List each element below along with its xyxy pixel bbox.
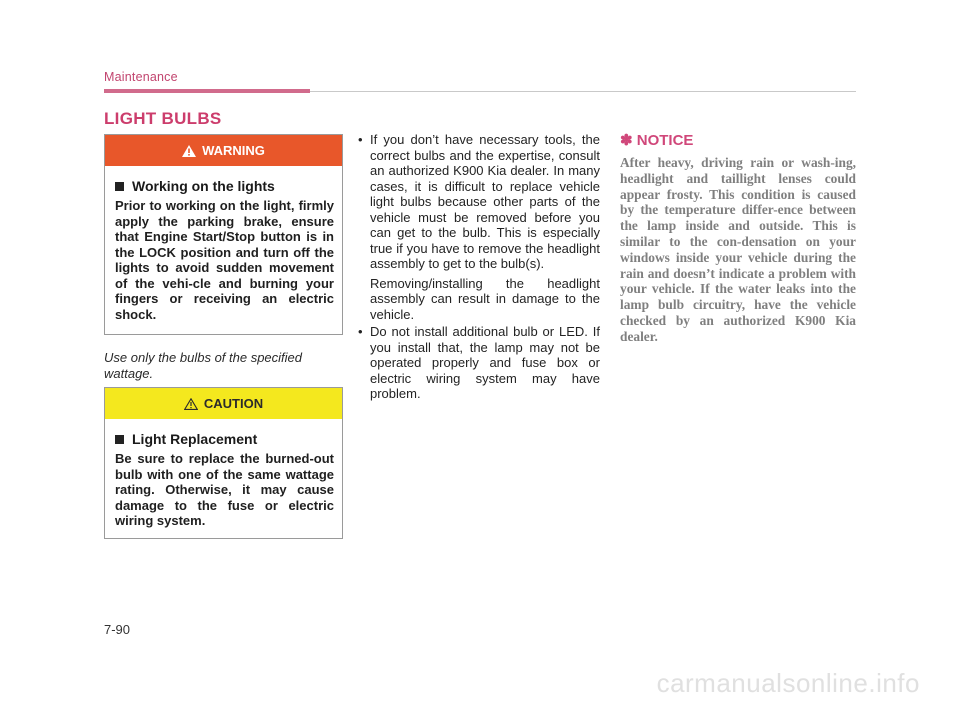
section-label: Maintenance — [104, 70, 178, 84]
caution-label: CAUTION — [203, 396, 264, 411]
notice-section — [620, 131, 856, 345]
caution-heading — [115, 431, 342, 447]
bullet-additional-bulb: • Do not install additional bulb or LED. If you install that, the lamp may not be operated properly and fuse box or electric wiring system may have problem. — [358, 324, 600, 402]
header-rule — [310, 91, 856, 92]
warning-label: WARNING — [202, 143, 265, 158]
caution-header — [105, 388, 342, 419]
warning-text: Prior to working on the light, firmly apply the parking brake, ensure that Engine Start/Stop button is in the LOCK position and turn off the lights to avoid sudden movement of the vehi-cle and burning your fingers or receiving an electric shock. — [115, 198, 334, 322]
square-bullet-icon — [115, 435, 124, 444]
wattage-note: Use only the bulbs of the specified wattage. — [104, 350, 303, 381]
caution-box — [104, 387, 343, 539]
warning-box — [104, 134, 343, 335]
column-2 — [358, 132, 600, 402]
caution-heading-text: Light Replacement — [132, 431, 258, 447]
watermark: carmanualsonline.info — [656, 668, 920, 698]
caution-text: Be sure to replace the burned-out bulb with one of the same wattage rating. Otherwise, it may cause damage to the fuse or electric wiring system. — [115, 451, 334, 528]
notice-title: ✽ NOTICE — [620, 132, 694, 149]
warning-heading — [115, 178, 342, 194]
page-title: LIGHT BULBS — [104, 109, 222, 128]
square-bullet-icon — [115, 182, 124, 191]
page-number: 7-90 — [104, 622, 131, 637]
header-rule-accent — [104, 89, 310, 93]
bullet-tools-sub: Removing/installing the headlight assembly can result in damage to the vehicle. — [370, 275, 600, 322]
warning-header — [105, 135, 342, 166]
warning-triangle-icon — [182, 145, 196, 157]
notice-text: After heavy, driving rain or wash-ing, headlight and taillight lenses could appear frosty. This condition is caused by the temperature differ-ence between the lamp inside and outside. This is similar to the con-densation on your windows inside your vehicle during the rain and doesn’t indicate a problem with your vehicle. If the water leaks into the lamp bulb circuitry, have the vehicle checked by an authorized K900 Kia dealer. — [620, 155, 856, 344]
warning-heading-text: Working on the lights — [132, 178, 275, 194]
bullet-tools: • If you don’t have necessary tools, the correct bulbs and the expertise, consult an authorized K900 Kia dealer. In many cases, it is difficult to replace vehicle light bulbs because other parts of the vehicle must be removed before you can get to the bulb. This is especially true if you have to remove the headlight assembly to get to the bulb(s). — [358, 132, 600, 272]
caution-triangle-icon — [184, 398, 198, 410]
